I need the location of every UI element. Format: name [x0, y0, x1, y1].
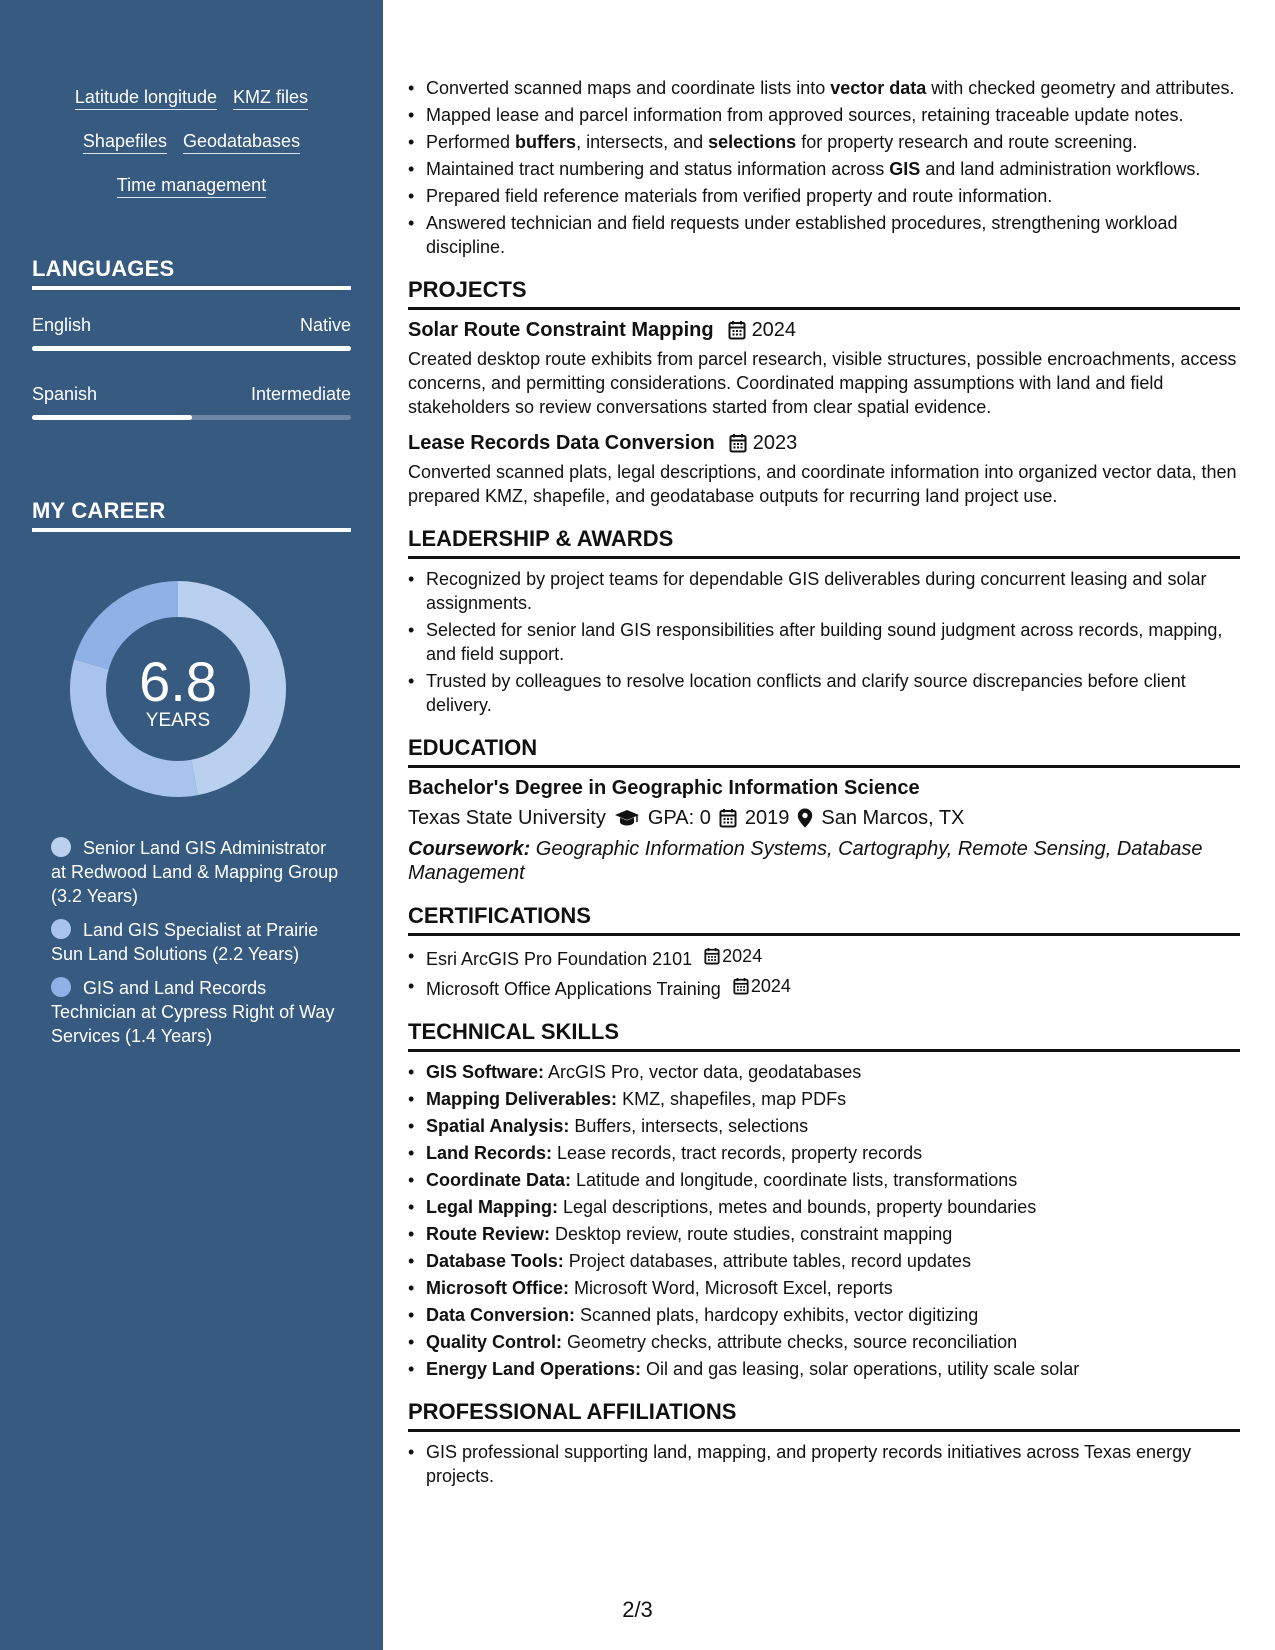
certification-year: 2024 — [722, 946, 763, 966]
career-item — [51, 918, 341, 966]
list-item: • GIS professional supporting land, mapping, and property records initiatives across Texas energy projects. — [426, 1440, 1240, 1488]
bold-text: vector data — [830, 78, 927, 98]
skill-value: KMZ, shapefiles, map PDFs — [617, 1089, 847, 1109]
skill-value: Microsoft Word, Microsoft Excel, reports — [569, 1278, 893, 1298]
calendar-icon — [728, 320, 746, 340]
graduation-year: 2019 — [744, 807, 790, 829]
project-year: 2023 — [752, 432, 798, 454]
skill-label: Energy Land Operations: — [426, 1359, 642, 1379]
project-item — [408, 431, 1240, 508]
language-level: Intermediate — [250, 384, 351, 404]
education-details — [408, 805, 1240, 831]
experience-bullet — [426, 184, 1240, 208]
affiliations-title: PROFESSIONAL AFFILIATIONS — [408, 1399, 1240, 1432]
projects-title: PROJECTS — [408, 277, 1240, 310]
graduation-cap-icon — [614, 809, 640, 827]
skill-tag: Latitude longitude — [75, 86, 217, 110]
text: and land administration workflows. — [920, 159, 1201, 179]
skill-value: Buffers, intersects, selections — [569, 1116, 809, 1136]
list-item: • Trusted by colleagues to resolve location conflicts and clarify source discrepancies before client delivery. — [426, 669, 1240, 717]
project-description: Created desktop route exhibits from parcel research, visible structures, possible encroachments, access concerns, and permitting considerations. Coordinated mapping assumptions with land and field stakeholders so review conversations started from clear spatial evidence. — [408, 349, 1237, 417]
language-name: English — [32, 315, 92, 335]
skill-item — [426, 1141, 1240, 1165]
sidebar — [0, 0, 383, 1650]
school-name: Texas State University — [408, 807, 606, 829]
skill-value: Latitude and longitude, coordinate lists, transformations — [571, 1170, 1018, 1190]
skill-tag: Shapefiles — [83, 130, 167, 154]
technical-skills-title: TECHNICAL SKILLS — [408, 1019, 1240, 1052]
experience-bullet — [426, 76, 1240, 100]
map-pin-icon — [797, 808, 813, 828]
certifications-list — [408, 944, 1240, 1001]
language-level: Native — [299, 315, 351, 335]
experience-bullet — [426, 130, 1240, 154]
experience-bullet — [426, 211, 1240, 259]
skill-item — [426, 1357, 1240, 1381]
career-item-text: GIS and Land Records Technician at Cypress Right of Way Services (1.4 Years) — [51, 978, 335, 1046]
certification-year: 2024 — [750, 976, 791, 996]
skill-value: Geometry checks, attribute checks, source reconciliation — [562, 1332, 1018, 1352]
skill-item — [426, 1276, 1240, 1300]
skill-item — [426, 1303, 1240, 1327]
skill-item — [426, 1222, 1240, 1246]
skill-label: Database Tools: — [426, 1251, 564, 1271]
text: , intersects, and — [576, 132, 709, 152]
project-year: 2024 — [751, 319, 797, 341]
career-unit: YEARS — [145, 710, 211, 731]
calendar-icon — [729, 433, 747, 453]
skill-value: Scanned plats, hardcopy exhibits, vector digitizing — [575, 1305, 979, 1325]
skill-label: GIS Software: — [426, 1062, 545, 1082]
calendar-icon — [733, 977, 749, 995]
gpa: GPA: 0 — [647, 807, 711, 829]
skill-value: Oil and gas leasing, solar operations, utility scale solar — [641, 1359, 1080, 1379]
leadership-list — [408, 567, 1240, 717]
language-item-english — [32, 314, 351, 351]
page-number: 2/3 — [622, 1597, 653, 1622]
language-bar-fill — [32, 415, 192, 420]
certifications-title: CERTIFICATIONS — [408, 903, 1240, 936]
coursework-list: Geographic Information Systems, Cartography, Remote Sensing, Database Management — [408, 838, 1203, 884]
career-item — [51, 976, 341, 1048]
career-dot-icon — [51, 919, 71, 939]
project-name: Solar Route Constraint Mapping — [408, 319, 714, 341]
skill-value: Legal descriptions, metes and bounds, property boundaries — [558, 1197, 1037, 1217]
text: Converted scanned maps and coordinate lists into — [426, 78, 831, 98]
skill-item — [426, 1087, 1240, 1111]
language-bar — [32, 346, 351, 351]
language-bar — [32, 415, 351, 420]
calendar-icon — [719, 808, 737, 828]
list-item: • Selected for senior land GIS responsibilities after building sound judgment across records, mapping, and field support. — [426, 618, 1240, 666]
certification-item — [426, 944, 1240, 971]
bold-text: buffers — [515, 132, 577, 152]
project-item — [408, 318, 1240, 419]
experience-bullet — [426, 103, 1240, 127]
skills-row — [32, 86, 351, 110]
location: San Marcos, TX — [821, 807, 965, 829]
skill-item — [426, 1168, 1240, 1192]
skill-label: Microsoft Office: — [426, 1278, 570, 1298]
text: Mapped lease and parcel information from approved sources, retaining traceable update notes. — [426, 105, 1184, 125]
text: for property research and route screening. — [796, 132, 1138, 152]
text: Maintained tract numbering and status information across — [426, 159, 890, 179]
skill-label: Data Conversion: — [426, 1305, 576, 1325]
main-content — [408, 76, 1240, 1491]
education-title: EDUCATION — [408, 735, 1240, 768]
skill-label: Legal Mapping: — [426, 1197, 558, 1217]
skill-value: Project databases, attribute tables, record updates — [563, 1251, 971, 1271]
certification-name: Microsoft Office Applications Training — [426, 979, 721, 999]
text: Prepared field reference materials from verified property and route information. — [426, 186, 1053, 206]
career-item — [51, 836, 341, 908]
skill-item — [426, 1195, 1240, 1219]
coursework-label: Coursework: — [408, 838, 531, 860]
skill-tag: Geodatabases — [183, 130, 300, 154]
text: with checked geometry and attributes. — [926, 78, 1235, 98]
skill-tag: Time management — [117, 174, 266, 198]
skill-value: Lease records, tract records, property records — [552, 1143, 923, 1163]
bold-text: GIS — [889, 159, 921, 179]
career-item-text: Senior Land GIS Administrator at Redwood Land & Mapping Group (3.2 Years) — [51, 838, 339, 906]
project-name: Lease Records Data Conversion — [408, 432, 715, 454]
career-dot-icon — [51, 837, 71, 857]
skill-item — [426, 1114, 1240, 1138]
career-total: 6.8 — [139, 650, 217, 713]
technical-skills-list — [408, 1060, 1240, 1381]
bold-text: selections — [708, 132, 797, 152]
affiliations-list — [408, 1440, 1240, 1488]
certification-item — [426, 974, 1240, 1001]
languages-title: LANGUAGES — [32, 256, 351, 290]
skills-row — [32, 174, 351, 198]
skill-value: Desktop review, route studies, constraint mapping — [550, 1224, 953, 1244]
skills-list — [32, 86, 351, 218]
text: Answered technician and field requests under established procedures, strengthening workload discipline. — [426, 213, 1178, 257]
language-name: Spanish — [32, 384, 98, 404]
career-dot-icon — [51, 977, 71, 997]
language-item-spanish — [32, 383, 351, 420]
coursework — [408, 837, 1240, 885]
certification-name: Esri ArcGIS Pro Foundation 2101 — [426, 949, 693, 969]
skill-value: ArcGIS Pro, vector data, geodatabases — [544, 1062, 862, 1082]
skill-tag: KMZ files — [233, 86, 308, 110]
degree-name: Bachelor's Degree in Geographic Information Science — [408, 777, 920, 799]
experience-bullet — [426, 157, 1240, 181]
text: Performed — [426, 132, 516, 152]
career-title: MY CAREER — [32, 498, 351, 532]
skill-label: Quality Control: — [426, 1332, 562, 1352]
skills-row — [32, 130, 351, 154]
skill-label: Land Records: — [426, 1143, 553, 1163]
project-description: Converted scanned plats, legal descriptions, and coordinate information into organized vector data, then prepared KMZ, shapefile, and geodatabase outputs for recurring land project use. — [408, 462, 1237, 506]
skill-label: Route Review: — [426, 1224, 551, 1244]
calendar-icon — [704, 947, 720, 965]
skill-item — [426, 1249, 1240, 1273]
skill-label: Coordinate Data: — [426, 1170, 572, 1190]
experience-bullets — [408, 76, 1240, 259]
list-item: • Recognized by project teams for dependable GIS deliverables during concurrent leasing and solar assignments. — [426, 567, 1240, 615]
skill-item — [426, 1330, 1240, 1354]
leadership-title: LEADERSHIP & AWARDS — [408, 526, 1240, 559]
skill-item — [426, 1060, 1240, 1084]
skill-label: Mapping Deliverables: — [426, 1089, 618, 1109]
career-donut-chart — [64, 575, 292, 803]
career-list — [51, 836, 341, 1058]
skill-label: Spatial Analysis: — [426, 1116, 570, 1136]
career-item-text: Land GIS Specialist at Prairie Sun Land Solutions (2.2 Years) — [51, 920, 319, 964]
language-bar-fill — [32, 346, 351, 351]
